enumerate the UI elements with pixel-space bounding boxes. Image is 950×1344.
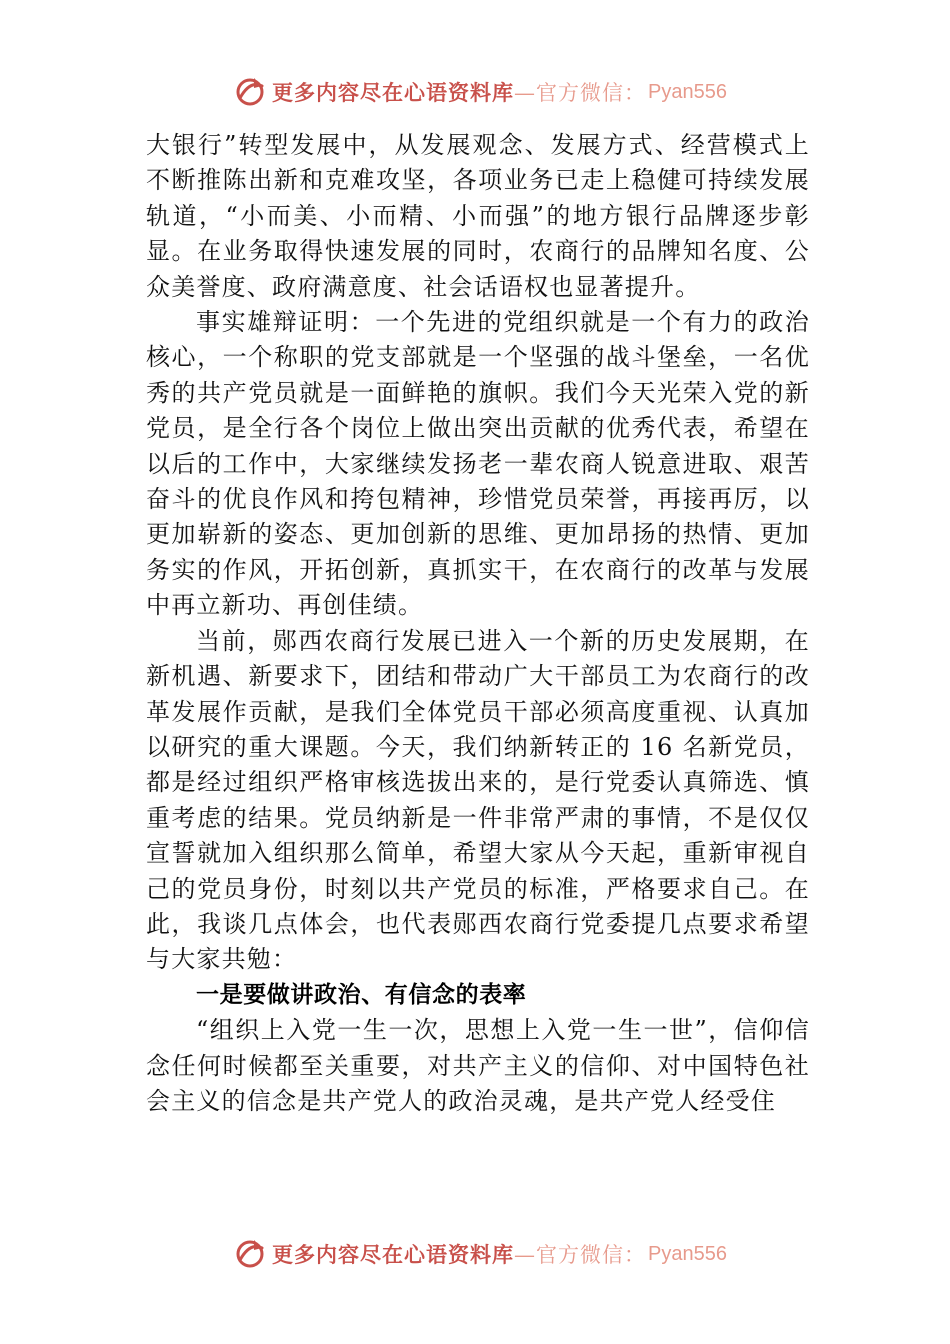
paragraph-current: 当前，郧西农商行发展已进入一个新的历史发展期，在新机遇、新要求下，团结和带动广大干部员工为农商行的改革发展作贡献，是我们全体党员干部必须高度重视、认真加以研究的重大课题。今天，我们纳新转正的 16 名新党员，都是经过组织严格审核选拔出来的，是行党委认真筛选、慎重考虑的结果。党员纳新是一件非常严肃的事情，不是仅仅宣誓就加入组织那么简单，希望大家从今天起，重新审视自己的党员身份，时刻以共产党员的标准，严格要求自己。在此，我谈几点体会，也代表郧西农商行党委提几点要求希望与大家共勉： <box>146 626 810 974</box>
watermark-id-text: Pyan556 <box>648 1242 727 1265</box>
footer-watermark <box>232 1236 727 1272</box>
paragraph-continuation: 大银行”转型发展中，从发展观念、发展方式、经营模式上不断推陈出新和克难攻坚，各项业务已走上稳健可持续发展轨道，“小而美、小而精、小而强”的地方银行品牌逐步彰显。在业务取得快速发展的同时，农商行的品牌知名度、公众美誉度、政府满意度、社会话语权也显著提升。 <box>146 131 810 301</box>
logo-icon <box>232 1236 268 1272</box>
document-body <box>146 128 810 1119</box>
logo-icon <box>232 74 268 110</box>
watermark-id-text: Pyan556 <box>648 80 727 103</box>
watermark-sub-text: —官方微信： <box>514 81 646 105</box>
watermark-main-text: 更多内容尽在心语资料库 <box>272 80 514 105</box>
paragraph-facts: 事实雄辩证明：一个先进的党组织就是一个有力的政治核心，一个称职的党支部就是一个坚强的战斗堡垒，一名优秀的共产党员就是一面鲜艳的旗帜。我们今天光荣入党的新党员，是全行各个岗位上做出突出贡献的优秀代表，希望在以后的工作中，大家继续发扬老一辈农商人锐意进取、艰苦奋斗的优良作风和挎包精神，珍惜党员荣誉，再接再厉，以更加崭新的姿态、更加创新的思维、更加昂扬的热情、更加务实的作风，开拓创新，真抓实干，在农商行的改革与发展中再立新功、再创佳绩。 <box>146 308 810 620</box>
section-heading: 一是要做讲政治、有信念的表率 <box>196 981 527 1008</box>
watermark-sub-text: —官方微信： <box>514 1243 646 1267</box>
watermark-main-text: 更多内容尽在心语资料库 <box>272 1242 514 1267</box>
header-watermark <box>232 74 727 110</box>
paragraph-belief: “组织上入党一生一次，思想上入党一生一世”，信仰信念任何时候都至关重要，对共产主义的信仰、对中国特色社会主义的信念是共产党人的政治灵魂，是共产党人经受住 <box>146 1016 810 1115</box>
